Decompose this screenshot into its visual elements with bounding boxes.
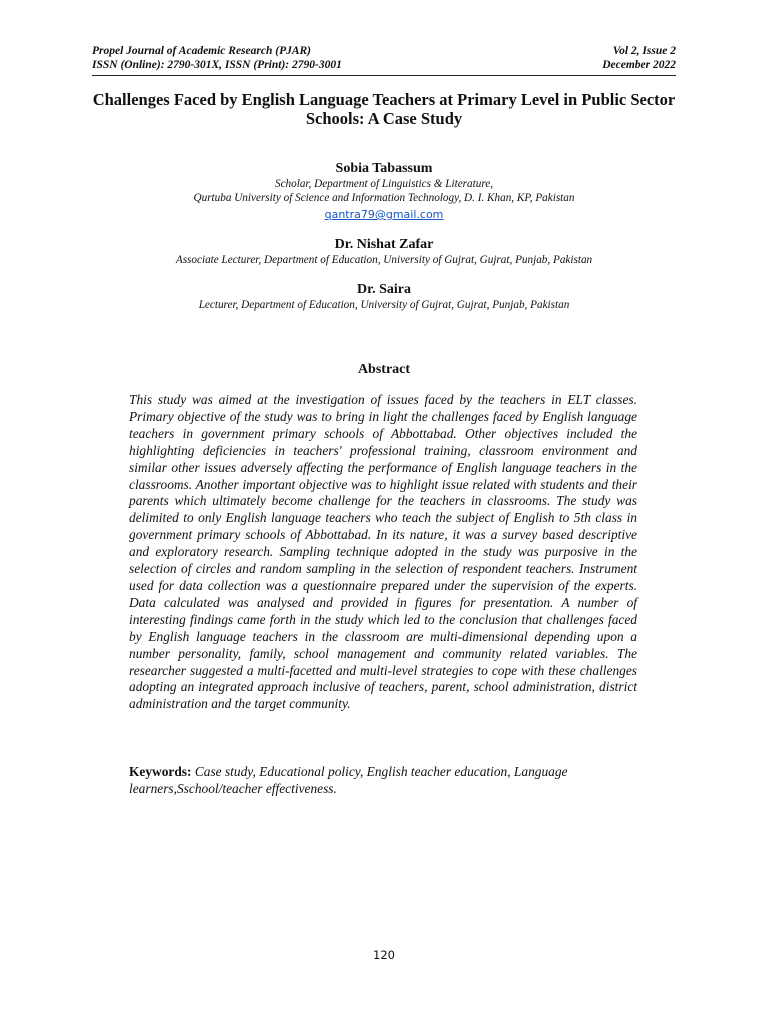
running-header bbox=[92, 44, 676, 76]
author-affiliation: Scholar, Department of Linguistics & Literature, bbox=[274, 178, 494, 190]
issn-line: ISSN (Online): 2790-301X, ISSN (Print): 2790-3001 bbox=[92, 59, 342, 71]
abstract-text: This study was aimed at the investigation of issues faced by the teachers in ELT classes. Primary objective of the study was to bring in light the challenges faced by English language teachers in government primary schools of Abbottabad. Other objectives included the highlighting deficiencies in teachers' professional training, classroom environment and similar other issues adversely affecting the performance of English language teachers in the classrooms. Another important objective was to highlight issue related with students and their parents which ultimately become challenge for the teachers in classrooms. The study was delimited to only English language teachers who teach the subject of English to 5th class in government primary schools of Abbottabad. In its nature, it was a survey based descriptive and exploratory research. Sampling technique adopted in the study was purposive in the selection of circles and random sampling in the selection of respondent teachers. Instrument used for data collection was a questionnaire prepared under the supervision of the experts. Data calculated was analysed and provided in figures for presentation. A number of interesting findings came forth in the study which led to the conclusion that challenges faced by English language teachers in the classroom are multi-dimensional depending upon a number personality, family, school management and community related variables. The researcher suggested a multi-facetted and multi-level strategies to cope with these challenges adopting an integrated approach inclusive of teachers, parent, school administration, district administration and the target community. bbox=[129, 392, 637, 712]
page-number: 120 bbox=[373, 948, 395, 962]
author-affiliation: Associate Lecturer, Department of Education, University of Gujrat, Gujrat, Punjab, Pakistan bbox=[175, 254, 593, 266]
author-block-2 bbox=[92, 236, 676, 267]
author-block-1 bbox=[92, 160, 676, 223]
author-name: Dr. Nishat Zafar bbox=[334, 237, 434, 252]
author-block-3 bbox=[92, 281, 676, 312]
author-name: Sobia Tabassum bbox=[335, 161, 433, 176]
issue-date: December 2022 bbox=[602, 59, 676, 71]
author-name: Dr. Saira bbox=[357, 282, 411, 297]
keywords-list: Case study, Educational policy, English teacher education, Language learners,Sschool/teacher effectiveness. bbox=[129, 764, 568, 796]
author-email-link[interactable]: qantra79@gmail.com bbox=[324, 208, 444, 221]
author-affiliation: Qurtuba University of Science and Information Technology, D. I. Khan, KP, Pakistan bbox=[193, 192, 575, 204]
journal-name: Propel Journal of Academic Research (PJAR) bbox=[92, 45, 312, 57]
abstract-heading: Abstract bbox=[357, 362, 411, 377]
keywords-label: Keywords: bbox=[129, 764, 192, 779]
volume-issue: Vol 2, Issue 2 bbox=[612, 45, 676, 57]
author-affiliation: Lecturer, Department of Education, University of Gujrat, Gujrat, Punjab, Pakistan bbox=[198, 299, 570, 311]
paper-title: Challenges Faced by English Language Teachers at Primary Level in Public Sector Schools: A Case Study bbox=[92, 90, 676, 128]
keywords bbox=[129, 764, 637, 798]
